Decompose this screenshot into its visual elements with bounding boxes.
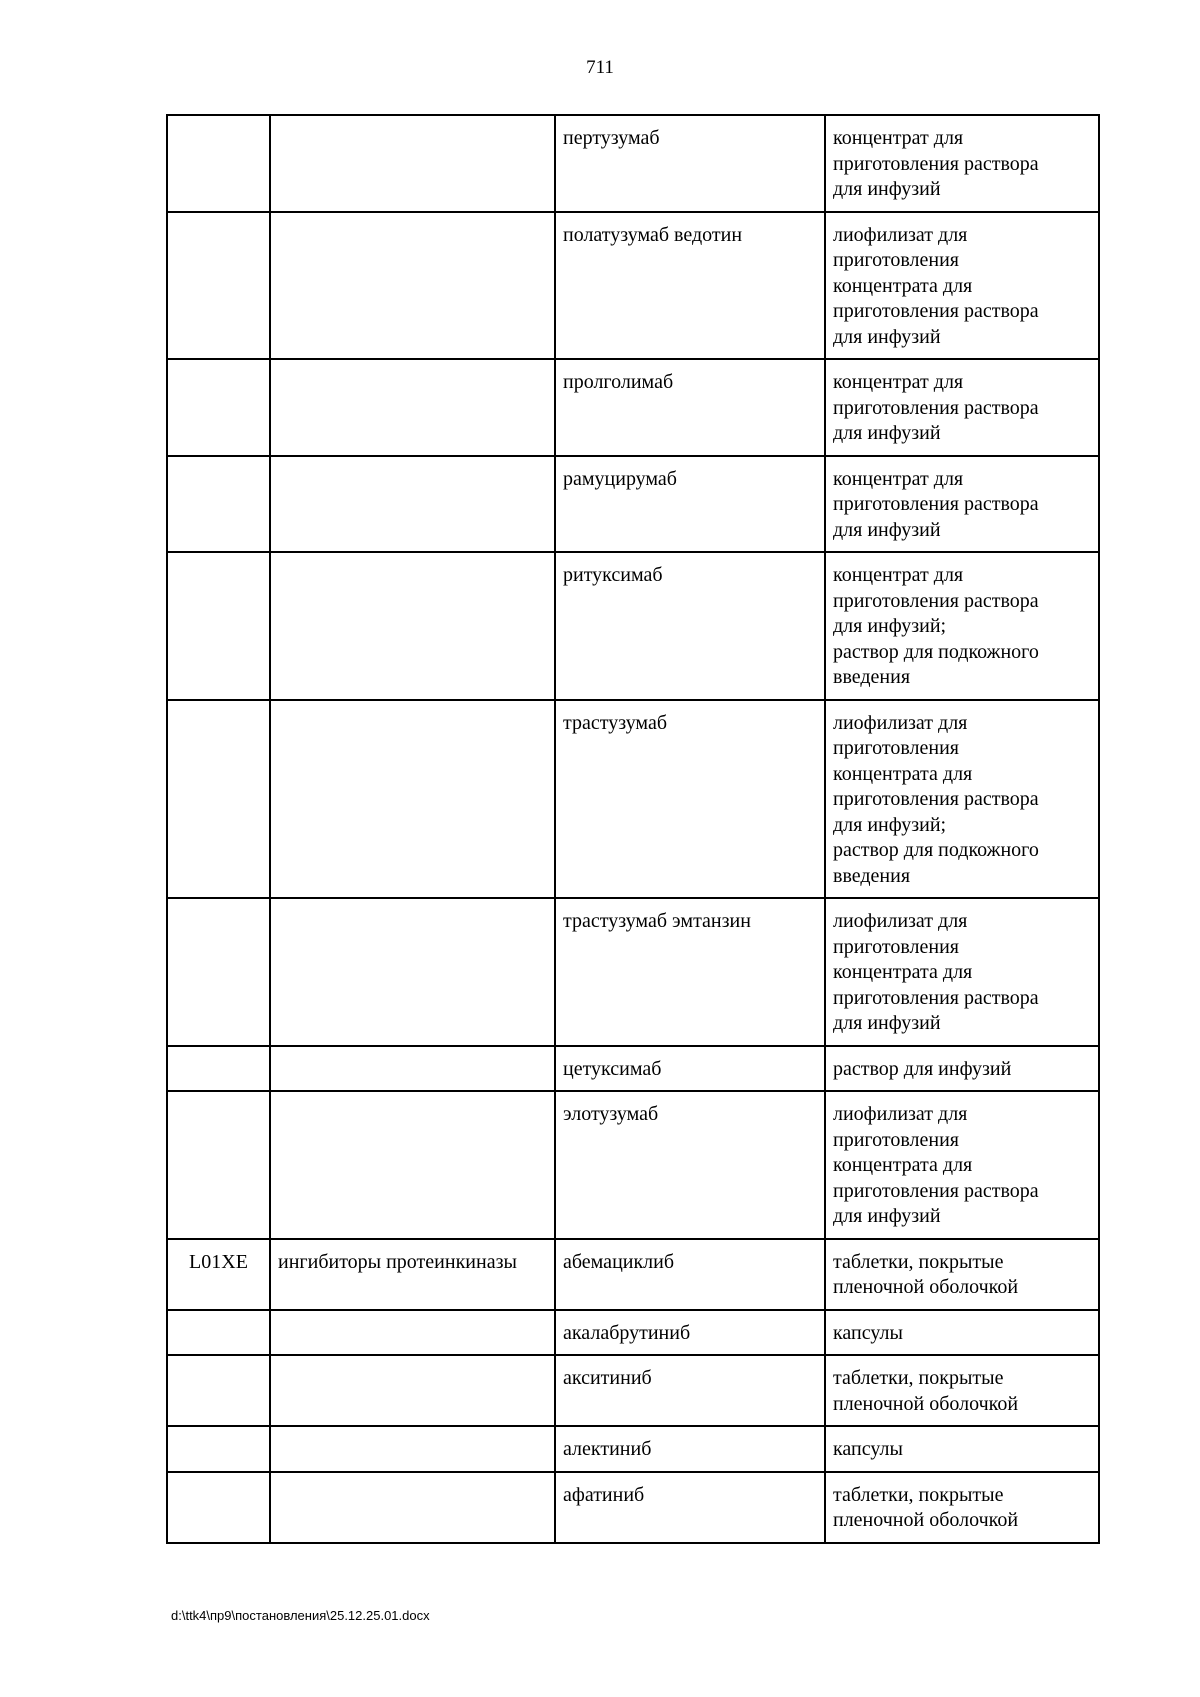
- dosage-form-line: для инфузий;: [833, 615, 947, 637]
- table-row: [167, 115, 1099, 212]
- dosage-form-cell: [825, 1472, 1099, 1543]
- dosage-form-cell: [825, 456, 1099, 553]
- drug-name-cell: рамуцирумаб: [555, 456, 825, 553]
- dosage-form-line: приготовления: [833, 249, 959, 271]
- table-row: [167, 552, 1099, 700]
- table-row: [167, 456, 1099, 553]
- drug-name-cell: акситиниб: [555, 1355, 825, 1426]
- group-name-cell: [270, 456, 555, 553]
- atc-code-cell: [167, 1091, 270, 1239]
- atc-code-cell: [167, 898, 270, 1046]
- drug-name-cell: акалабрутиниб: [555, 1310, 825, 1356]
- dosage-form-line: приготовления раствора: [833, 986, 1039, 1009]
- group-name-cell: [270, 700, 555, 899]
- dosage-form-cell: [825, 1355, 1099, 1426]
- group-name-cell: [270, 115, 555, 212]
- dosage-form-line: капсулы: [833, 1321, 903, 1344]
- atc-code-cell: [167, 1472, 270, 1543]
- drug-name-cell: трастузумаб: [555, 700, 825, 899]
- atc-code-cell: [167, 115, 270, 212]
- drug-name-cell: цетуксимаб: [555, 1046, 825, 1092]
- dosage-form-line: раствор для подкожного: [833, 640, 1039, 663]
- dosage-form-line: таблетки, покрытые: [833, 1483, 1004, 1506]
- dosage-form-line: концентрат для: [833, 371, 964, 393]
- dosage-form-line: приготовления раствора: [833, 300, 1039, 322]
- dosage-form-cell: [825, 359, 1099, 456]
- dosage-form-cell: [825, 552, 1099, 700]
- group-name-cell: [270, 898, 555, 1046]
- dosage-form-line: капсулы: [833, 1438, 903, 1460]
- dosage-form-line: приготовления: [833, 1128, 959, 1151]
- dosage-form-cell: [825, 1239, 1099, 1310]
- table-row: [167, 1239, 1099, 1310]
- dosage-form-line: таблетки, покрытые: [833, 1250, 1004, 1273]
- dosage-form-line: концентрат для: [833, 564, 964, 586]
- dosage-form-line: раствор для инфузий: [833, 1057, 1012, 1080]
- dosage-form-line: таблетки, покрытые: [833, 1367, 1004, 1389]
- dosage-form-line: лиофилизат для: [833, 711, 968, 734]
- table-row: [167, 1310, 1099, 1356]
- dosage-form-line: лиофилизат для: [833, 910, 968, 932]
- dosage-form-line: концентрат для: [833, 127, 964, 149]
- atc-code-cell: [167, 1310, 270, 1356]
- atc-code-cell: [167, 1355, 270, 1426]
- dosage-form-line: для инфузий: [833, 325, 941, 348]
- atc-code-cell: [167, 1426, 270, 1472]
- page-number: 711: [586, 57, 614, 78]
- dosage-form-line: для инфузий: [833, 1205, 941, 1227]
- dosage-form-line: раствор для подкожного: [833, 839, 1039, 861]
- drug-name-cell: абемациклиб: [555, 1239, 825, 1310]
- atc-code-cell: [167, 456, 270, 553]
- dosage-form-line: лиофилизат для: [833, 223, 968, 246]
- dosage-form-line: для инфузий;: [833, 813, 947, 836]
- dosage-form-line: концентрата для: [833, 762, 973, 785]
- atc-code-cell: [167, 552, 270, 700]
- dosage-form-line: введения: [833, 864, 911, 887]
- dosage-form-line: для инфузий: [833, 422, 941, 444]
- dosage-form-line: для инфузий: [833, 178, 941, 200]
- dosage-form-line: приготовления раствора: [833, 152, 1039, 175]
- dosage-form-line: приготовления: [833, 737, 959, 759]
- group-name-cell: [270, 1091, 555, 1239]
- dosage-form-line: приготовления: [833, 935, 959, 958]
- dosage-form-line: концентрата для: [833, 1154, 973, 1176]
- dosage-form-cell: [825, 1046, 1099, 1092]
- atc-code-cell: [167, 212, 270, 360]
- table-row: [167, 1426, 1099, 1472]
- dosage-form-line: приготовления раствора: [833, 1179, 1039, 1202]
- dosage-form-line: пленочной оболочкой: [833, 1509, 1019, 1531]
- group-name-cell: [270, 1472, 555, 1543]
- dosage-form-cell: [825, 212, 1099, 360]
- dosage-form-line: лиофилизат для: [833, 1103, 968, 1125]
- group-name-cell: [270, 552, 555, 700]
- group-name-cell: [270, 212, 555, 360]
- dosage-form-line: для инфузий: [833, 1012, 941, 1034]
- drug-name-cell: пролголимаб: [555, 359, 825, 456]
- drug-name-cell: трастузумаб эмтанзин: [555, 898, 825, 1046]
- atc-code-cell: [167, 359, 270, 456]
- table-row: [167, 898, 1099, 1046]
- group-name-cell: [270, 1355, 555, 1426]
- dosage-form-line: приготовления раствора: [833, 493, 1039, 515]
- drug-table: [166, 114, 1100, 1544]
- table-row: [167, 1355, 1099, 1426]
- dosage-form-line: приготовления раствора: [833, 396, 1039, 419]
- dosage-form-line: пленочной оболочкой: [833, 1276, 1019, 1298]
- drug-name-cell: элотузумаб: [555, 1091, 825, 1239]
- group-name-cell: ингибиторы протеинкиназы: [270, 1239, 555, 1310]
- dosage-form-line: пленочной оболочкой: [833, 1392, 1019, 1415]
- group-name-cell: [270, 359, 555, 456]
- table-row: [167, 212, 1099, 360]
- drug-name-cell: полатузумаб ведотин: [555, 212, 825, 360]
- dosage-form-cell: [825, 1310, 1099, 1356]
- dosage-form-cell: [825, 1426, 1099, 1472]
- footer-file-path: d:\ttk4\пр9\постановления\25.12.25.01.docx: [171, 1608, 430, 1623]
- group-name-cell: [270, 1310, 555, 1356]
- atc-code-cell: [167, 1046, 270, 1092]
- drug-name-cell: ритуксимаб: [555, 552, 825, 700]
- table-body: [167, 115, 1099, 1543]
- dosage-form-line: приготовления раствора: [833, 788, 1039, 810]
- drug-name-cell: афатиниб: [555, 1472, 825, 1543]
- table-row: [167, 700, 1099, 899]
- table-row: [167, 1046, 1099, 1092]
- group-name-cell: [270, 1426, 555, 1472]
- dosage-form-cell: [825, 115, 1099, 212]
- dosage-form-line: концентрата для: [833, 961, 973, 983]
- dosage-form-line: приготовления раствора: [833, 589, 1039, 612]
- table-row: [167, 359, 1099, 456]
- dosage-form-line: концентрата для: [833, 274, 973, 297]
- dosage-form-line: концентрат для: [833, 467, 964, 490]
- dosage-form-line: для инфузий: [833, 518, 941, 541]
- group-name-cell: [270, 1046, 555, 1092]
- atc-code-cell: L01XE: [167, 1239, 270, 1310]
- dosage-form-cell: [825, 700, 1099, 899]
- dosage-form-cell: [825, 898, 1099, 1046]
- drug-name-cell: алектиниб: [555, 1426, 825, 1472]
- atc-code-cell: [167, 700, 270, 899]
- dosage-form-line: введения: [833, 666, 911, 688]
- dosage-form-cell: [825, 1091, 1099, 1239]
- table-row: [167, 1091, 1099, 1239]
- drug-name-cell: пертузумаб: [555, 115, 825, 212]
- table-row: [167, 1472, 1099, 1543]
